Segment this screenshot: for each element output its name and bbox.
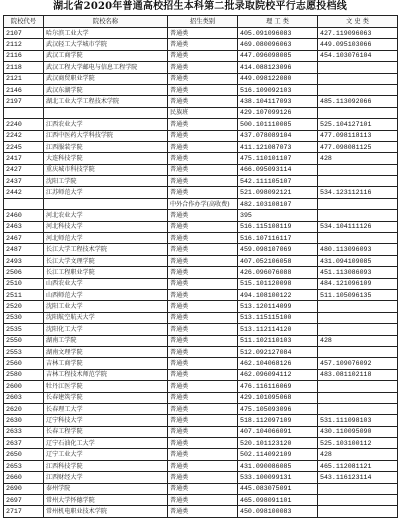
cell-school-code: 2510: [4, 278, 44, 289]
cell-science-score: 462.096094112: [238, 369, 318, 380]
cell-school-code: 2427: [4, 164, 44, 175]
cell-arts-score: [318, 164, 398, 175]
cell-category: 普通类: [168, 358, 238, 369]
col-header-name: 院校名称: [44, 16, 168, 28]
cell-arts-score: 511.105096135: [318, 289, 398, 300]
cell-arts-score: 525.104127101: [318, 119, 398, 130]
cell-category: 普通类: [168, 392, 238, 403]
cell-category: 普通类: [168, 426, 238, 437]
table-row: [4, 335, 398, 346]
cell-school-code: 2506: [4, 267, 44, 278]
cell-school-code: 2620: [4, 403, 44, 414]
cell-science-score: 494.108100122: [238, 289, 318, 300]
cell-category: 普通类: [168, 472, 238, 483]
cell-arts-score: [318, 107, 398, 118]
table-row: [4, 107, 398, 118]
table-row: [4, 28, 398, 39]
cell-school-name: 河北师范大学: [44, 233, 168, 244]
table-row: [4, 392, 398, 403]
cell-school-name: 山西师范大学: [44, 289, 168, 300]
cell-school-code: 2511: [4, 289, 44, 300]
cell-school-code: 2463: [4, 221, 44, 232]
table-row: [4, 221, 398, 232]
cell-arts-score: [318, 346, 398, 357]
table-row: [4, 130, 398, 141]
page-title: 湖北省2020年普通高校招生本科第二批录取院校平行志愿投档线: [53, 1, 347, 12]
cell-school-code: 2550: [4, 335, 44, 346]
cell-category: 普通类: [168, 244, 238, 255]
cell-science-score: 482.103108107: [238, 198, 318, 209]
cell-school-code: 2603: [4, 392, 44, 403]
cell-arts-score: [318, 324, 398, 335]
table-row: [4, 449, 398, 460]
cell-arts-score: [318, 176, 398, 187]
cell-science-score: 512.092127084: [238, 346, 318, 357]
cell-arts-score: [318, 84, 398, 95]
cell-arts-score: [318, 301, 398, 312]
cell-category: 普通类: [168, 301, 238, 312]
cell-arts-score: 485.113092066: [318, 96, 398, 107]
cell-school-code: 2467: [4, 233, 44, 244]
cell-science-score: 459.098107069: [238, 244, 318, 255]
cell-science-score: 518.112097109: [238, 415, 318, 426]
table-row: [4, 267, 398, 278]
admission-table: [3, 15, 398, 518]
cell-school-name: 江西农业大学: [44, 119, 168, 130]
cell-school-name: 吉林工商学院: [44, 358, 168, 369]
cell-science-score: 445.083075091: [238, 483, 318, 494]
cell-science-score: 516.107116117: [238, 233, 318, 244]
cell-science-score: 438.104117093: [238, 96, 318, 107]
cell-category: 普通类: [168, 50, 238, 61]
col-header-category: 招生类别: [168, 16, 238, 28]
cell-school-code: 2242: [4, 130, 44, 141]
cell-category: 普通类: [168, 278, 238, 289]
cell-science-score: 511.102110103: [238, 335, 318, 346]
cell-school-code: 2112: [4, 39, 44, 50]
cell-arts-score: [318, 233, 398, 244]
cell-arts-score: 428: [318, 335, 398, 346]
cell-science-score: 475.105093096: [238, 403, 318, 414]
cell-school-code: 2580: [4, 369, 44, 380]
cell-arts-score: [318, 495, 398, 506]
cell-science-score: 515.101120098: [238, 278, 318, 289]
cell-school-name: 江西中医药大学科技学院: [44, 130, 168, 141]
cell-school-code: [4, 198, 44, 209]
cell-school-name: 河北科技大学: [44, 221, 168, 232]
cell-arts-score: 430.110095090: [318, 426, 398, 437]
table-row: [4, 426, 398, 437]
cell-category: 普通类: [168, 130, 238, 141]
table-row: [4, 141, 398, 152]
cell-category: 普通类: [168, 506, 238, 517]
cell-school-code: 2245: [4, 141, 44, 152]
cell-school-name: 牡丹江医学院: [44, 381, 168, 392]
table-row: [4, 301, 398, 312]
cell-science-score: 395: [238, 210, 318, 221]
table-row: [4, 403, 398, 414]
cell-arts-score: 428: [318, 153, 398, 164]
cell-category: 普通类: [168, 153, 238, 164]
table-row: [4, 460, 398, 471]
cell-science-score: 447.096098085: [238, 50, 318, 61]
cell-school-code: 2442: [4, 187, 44, 198]
cell-school-code: 2633: [4, 426, 44, 437]
cell-school-name: 沈阳工业大学: [44, 301, 168, 312]
table-row: [4, 39, 398, 50]
cell-category: 普通类: [168, 255, 238, 266]
cell-school-name: 河北农业大学: [44, 210, 168, 221]
cell-science-score: 513.115115100: [238, 312, 318, 323]
cell-school-name: 湖南工学院: [44, 335, 168, 346]
cell-school-name: 武汉工程大学邮电与信息工程学院: [44, 62, 168, 73]
cell-school-name: 重庆城市科技学院: [44, 164, 168, 175]
table-row: [4, 495, 398, 506]
cell-school-code: 2697: [4, 495, 44, 506]
cell-category: 普通类: [168, 403, 238, 414]
cell-school-code: 2417: [4, 153, 44, 164]
table-row: [4, 176, 398, 187]
cell-category: 普通类: [168, 221, 238, 232]
cell-category: 中外合作办学(高收费): [168, 198, 238, 209]
cell-category: 普通类: [168, 176, 238, 187]
table-row: [4, 483, 398, 494]
table-row: [4, 324, 398, 335]
cell-science-score: 414.088123096: [238, 62, 318, 73]
cell-science-score: 476.116116069: [238, 381, 318, 392]
cell-arts-score: 451.113086093: [318, 267, 398, 278]
table-row: [4, 198, 398, 209]
table-row: [4, 381, 398, 392]
table-row: [4, 506, 398, 517]
cell-category: 普通类: [168, 495, 238, 506]
cell-arts-score: [318, 210, 398, 221]
cell-school-code: 2146: [4, 84, 44, 95]
cell-category: 普通类: [168, 233, 238, 244]
table-body: [4, 28, 398, 518]
cell-arts-score: [318, 62, 398, 73]
cell-school-name: 吉林工程技术师范学院: [44, 369, 168, 380]
cell-science-score: 450.098100083: [238, 506, 318, 517]
table-row: [4, 415, 398, 426]
cell-school-code: 2107: [4, 28, 44, 39]
cell-school-code: 2690: [4, 483, 44, 494]
cell-category: 普通类: [168, 164, 238, 175]
cell-arts-score: 431.094109085: [318, 255, 398, 266]
cell-school-name: [44, 107, 168, 118]
cell-arts-score: 457.109076092: [318, 358, 398, 369]
cell-science-score: 407.104066091: [238, 426, 318, 437]
cell-arts-score: 454.103076104: [318, 50, 398, 61]
cell-school-code: 2553: [4, 346, 44, 357]
cell-school-name: 长春理工大学: [44, 403, 168, 414]
table-row: [4, 438, 398, 449]
cell-school-code: 2118: [4, 62, 44, 73]
cell-arts-score: 465.112081121: [318, 460, 398, 471]
cell-school-code: 2493: [4, 255, 44, 266]
cell-science-score: 466.095093114: [238, 164, 318, 175]
cell-arts-score: [318, 506, 398, 517]
cell-category: 普通类: [168, 289, 238, 300]
cell-arts-score: [318, 392, 398, 403]
cell-arts-score: 428: [318, 449, 398, 460]
cell-category: 普通类: [168, 449, 238, 460]
cell-school-code: 2121: [4, 73, 44, 84]
cell-arts-score: [318, 73, 398, 84]
cell-science-score: 462.104068126: [238, 358, 318, 369]
cell-arts-score: 427.119096063: [318, 28, 398, 39]
cell-science-score: 469.080096063: [238, 39, 318, 50]
cell-science-score: 407.052106058: [238, 255, 318, 266]
table-row: [4, 62, 398, 73]
cell-arts-score: 531.111098103: [318, 415, 398, 426]
cell-school-code: 2630: [4, 415, 44, 426]
table-row: [4, 289, 398, 300]
cell-school-name: 辽宁石油化工大学: [44, 438, 168, 449]
cell-school-name: 泰州学院: [44, 483, 168, 494]
cell-science-score: 516.109092103: [238, 84, 318, 95]
table-row: [4, 472, 398, 483]
cell-category: 普通类: [168, 438, 238, 449]
cell-school-name: 长春工程学院: [44, 426, 168, 437]
cell-school-name: 长江大学工程技术学院: [44, 244, 168, 255]
cell-arts-score: [318, 381, 398, 392]
cell-school-name: 辽宁科技大学: [44, 415, 168, 426]
cell-category: 普通类: [168, 141, 238, 152]
cell-school-name: 江西科技学院: [44, 460, 168, 471]
cell-school-name: 武汉东湖学院: [44, 84, 168, 95]
table-row: [4, 255, 398, 266]
cell-science-score: 431.090086085: [238, 460, 318, 471]
cell-category: 普通类: [168, 187, 238, 198]
cell-category: 普通类: [168, 210, 238, 221]
cell-category: 普通类: [168, 324, 238, 335]
cell-arts-score: [318, 403, 398, 414]
table-row: [4, 73, 398, 84]
cell-arts-score: 483.081102118: [318, 369, 398, 380]
cell-arts-score: [318, 312, 398, 323]
cell-school-name: 山西农业大学: [44, 278, 168, 289]
cell-school-name: 辽宁工业大学: [44, 449, 168, 460]
cell-school-name: 沈阳航空航天大学: [44, 312, 168, 323]
cell-school-name: 哈尔滨工业大学: [44, 28, 168, 39]
cell-category: 普通类: [168, 62, 238, 73]
table-row: [4, 312, 398, 323]
cell-school-name: 湖北工业大学工程技术学院: [44, 96, 168, 107]
cell-science-score: 516.115108119: [238, 221, 318, 232]
table-row: [4, 164, 398, 175]
col-header-science: 理 工 类: [238, 16, 318, 28]
cell-category: 普通类: [168, 73, 238, 84]
cell-school-code: 2240: [4, 119, 44, 130]
cell-school-name: 长江大学文理学院: [44, 255, 168, 266]
cell-arts-score: 477.098118113: [318, 130, 398, 141]
cell-school-name: 江西财经大学: [44, 472, 168, 483]
table-row: [4, 119, 398, 130]
cell-school-name: 武汉工商学院: [44, 50, 168, 61]
cell-science-score: 513.112114120: [238, 324, 318, 335]
cell-school-code: 2197: [4, 96, 44, 107]
table-row: [4, 50, 398, 61]
col-header-arts: 文 史 类: [318, 16, 398, 28]
cell-arts-score: 525.103100112: [318, 438, 398, 449]
table-row: [4, 358, 398, 369]
cell-school-code: 2653: [4, 460, 44, 471]
cell-category: 普通类: [168, 119, 238, 130]
cell-school-name: 常州机电职业技术学院: [44, 506, 168, 517]
cell-school-code: 2530: [4, 312, 44, 323]
cell-science-score: 429.101095068: [238, 392, 318, 403]
table-row: [4, 369, 398, 380]
cell-school-name: 湖南文理学院: [44, 346, 168, 357]
cell-school-name: 江苏师范大学: [44, 187, 168, 198]
cell-category: 普通类: [168, 312, 238, 323]
cell-school-code: 2520: [4, 301, 44, 312]
cell-school-name: 江西服装学院: [44, 141, 168, 152]
cell-category: 普通类: [168, 39, 238, 50]
cell-science-score: 533.100099131: [238, 472, 318, 483]
cell-school-code: 2650: [4, 449, 44, 460]
cell-science-score: 521.098092121: [238, 187, 318, 198]
cell-science-score: 437.078089104: [238, 130, 318, 141]
table-row: [4, 210, 398, 221]
cell-category: 普通类: [168, 381, 238, 392]
cell-school-name: 长春建筑学院: [44, 392, 168, 403]
cell-arts-score: 543.116123114: [318, 472, 398, 483]
cell-school-code: 2116: [4, 50, 44, 61]
table-row: [4, 233, 398, 244]
table-row: [4, 244, 398, 255]
cell-arts-score: 534.104111126: [318, 221, 398, 232]
cell-category: 普通类: [168, 369, 238, 380]
cell-category: 普通类: [168, 460, 238, 471]
cell-science-score: 465.098091101: [238, 495, 318, 506]
cell-school-code: 2717: [4, 506, 44, 517]
cell-science-score: 405.091096083: [238, 28, 318, 39]
table-row: [4, 96, 398, 107]
table-header-row: [4, 16, 398, 28]
cell-school-name: 武汉轻工大学城市学院: [44, 39, 168, 50]
table-row: [4, 346, 398, 357]
cell-arts-score: [318, 483, 398, 494]
col-header-code: 院校代号: [4, 16, 44, 28]
cell-category: 普通类: [168, 96, 238, 107]
cell-category: 普通类: [168, 346, 238, 357]
table-row: [4, 84, 398, 95]
cell-science-score: 500.101110085: [238, 119, 318, 130]
cell-science-score: 449.098122080: [238, 73, 318, 84]
cell-school-code: 2487: [4, 244, 44, 255]
cell-school-name: 大连科技学院: [44, 153, 168, 164]
cell-category: 普通类: [168, 415, 238, 426]
cell-school-name: 常州大学怀德学院: [44, 495, 168, 506]
table-row: [4, 187, 398, 198]
cell-school-code: 2535: [4, 324, 44, 335]
cell-science-score: 520.101123120: [238, 438, 318, 449]
cell-science-score: 426.096076088: [238, 267, 318, 278]
cell-category: 普通类: [168, 267, 238, 278]
cell-arts-score: 477.098081125: [318, 141, 398, 152]
cell-science-score: 513.120114099: [238, 301, 318, 312]
cell-category: 民族班: [168, 107, 238, 118]
cell-school-code: 2460: [4, 210, 44, 221]
cell-school-code: 2600: [4, 381, 44, 392]
cell-school-name: [44, 198, 168, 209]
cell-school-name: 长江工程职业学院: [44, 267, 168, 278]
cell-school-name: 武汉商贸职业学院: [44, 73, 168, 84]
cell-school-code: 2560: [4, 358, 44, 369]
table-row: [4, 153, 398, 164]
cell-category: 普通类: [168, 28, 238, 39]
cell-science-score: 429.107099126: [238, 107, 318, 118]
cell-category: 普通类: [168, 84, 238, 95]
cell-arts-score: 480.113096093: [318, 244, 398, 255]
table-row: [4, 278, 398, 289]
cell-school-code: 2437: [4, 176, 44, 187]
cell-school-name: 沈阳工学院: [44, 176, 168, 187]
cell-school-code: 2637: [4, 438, 44, 449]
cell-arts-score: 534.123112116: [318, 187, 398, 198]
cell-science-score: 475.110101107: [238, 153, 318, 164]
cell-science-score: 542.111105107: [238, 176, 318, 187]
cell-school-name: 沈阳化工大学: [44, 324, 168, 335]
cell-science-score: 411.121087073: [238, 141, 318, 152]
cell-arts-score: [318, 198, 398, 209]
cell-category: 普通类: [168, 483, 238, 494]
cell-arts-score: 484.121096109: [318, 278, 398, 289]
cell-science-score: 502.114092109: [238, 449, 318, 460]
cell-arts-score: 449.095103066: [318, 39, 398, 50]
cell-category: 普通类: [168, 335, 238, 346]
cell-school-code: 2660: [4, 472, 44, 483]
cell-school-code: [4, 107, 44, 118]
